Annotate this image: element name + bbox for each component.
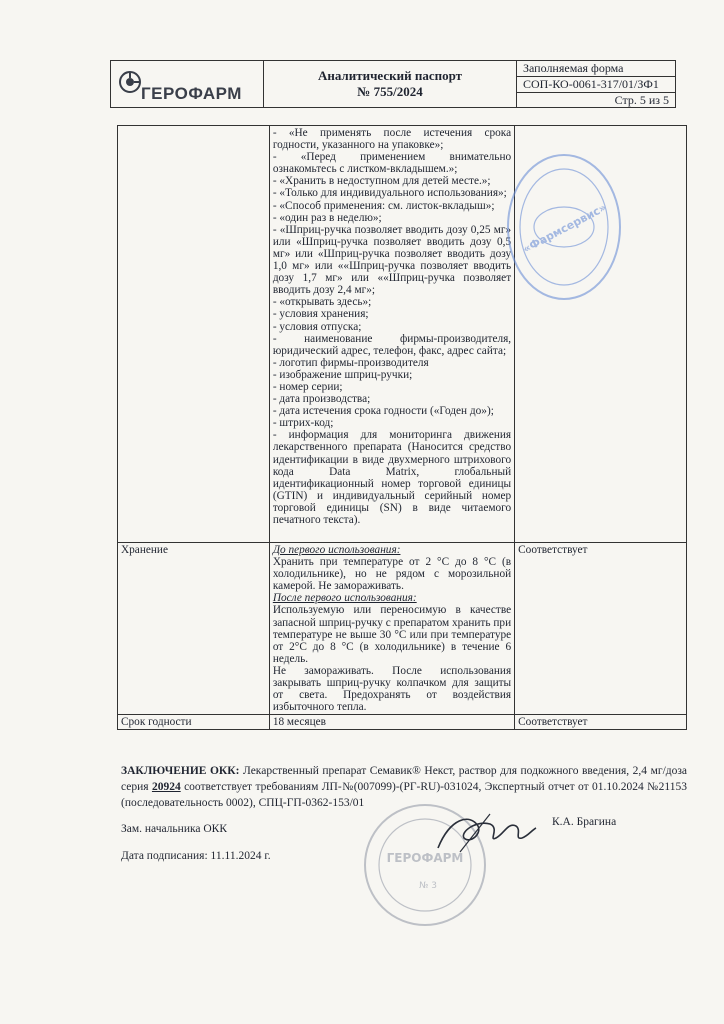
blue-stamp-text: «Фармсервис» [520, 200, 609, 256]
table-row-storage [118, 543, 687, 715]
list-item: - «Не применять после истечения срока годности, указанного на упаковке»; [272, 127, 512, 152]
signature-icon [430, 808, 540, 858]
shelf-life-label: Срок годности [118, 715, 270, 730]
list-item: - штрих-код; [272, 417, 334, 430]
storage-after-text-2: Не замораживать. После использования закрывать шприц-ручку колпачком для защиты от света. Предохранять от воздействия избыточного тепла. [272, 664, 512, 714]
pharmservice-stamp-icon [505, 152, 623, 302]
storage-after-heading: После первого использования: [272, 592, 417, 605]
list-item: - «Шприц-ручка позволяет вводить дозу 0,25 мг» или «Шприц-ручка позволяет вводить дозу 0,5 мг» или «Шприц-ручка позволяет вводить дозу 1,0 мг» или ««Шприц-ручка позволяет вводить дозу 1,7 мг» или ««Шприц-ручка позволяет вводить дозу 2,4 мг»; [272, 223, 512, 297]
list-item: - логотип фирмы-производителя [272, 356, 429, 369]
list-item: - дата истечения срока годности («Годен до»); [272, 405, 494, 418]
list-item: - «Способ применения: см. листок-вкладыш»; [272, 199, 495, 212]
conclusion-text-2: соответствует требованиям ЛП-№(007099)-(РГ-RU)-031024, Экспертный отчет от 01.10.2024 №21153 (последовательность 0002), СПЦ-ГП-0362-153/01 [121, 781, 687, 809]
form-label: Заполняемая форма [517, 61, 675, 77]
logo-cell [111, 61, 264, 107]
storage-before-text: Хранить при температуре от 2 °С до 8 °С (в холодильнике), но не рядом с морозильной камерой. Не замораживать. [272, 556, 512, 593]
list-item: - изображение шприц-ручки; [272, 368, 413, 381]
storage-result: Соответствует [515, 543, 687, 715]
list-item: - «один раз в неделю»; [272, 211, 382, 224]
company-name: ГЕРОФАРМ [141, 84, 242, 103]
document-title: Аналитический паспорт [317, 68, 463, 83]
list-item: - «открывать здесь»; [272, 296, 372, 309]
storage-after-text: Используемую или переносимую в качестве запасной шприц-ручку с препаратом хранить при температуре не выше 30 °С или при температуре от 2°С до 8 °С (в холодильнике) в течение 6 недель. [272, 604, 512, 665]
list-item: - условия хранения; [272, 308, 369, 321]
signer-name: К.А. Брагина [552, 816, 617, 828]
storage-before-heading: До первого использования: [272, 544, 401, 556]
shelf-life-value: 18 месяцев [269, 715, 514, 730]
list-item: - «Только для индивидуального использования»; [272, 187, 507, 200]
company-logo-icon [119, 71, 141, 93]
gray-stamp-number: № 3 [419, 881, 437, 891]
conclusion-lead: ЗАКЛЮЧЕНИЕ ОКК: [121, 765, 240, 777]
list-item: - информация для мониторинга движения лекарственного препарата (Наносится средство идентификации в виде двухмерного штрихового кода Data Matrix, глобальный идентификационный номер торговой единицы (GTIN) и индивидуальный серийный номер торговой единицы (SN) в виде читаемого печатного текста). [272, 429, 512, 526]
form-cell [517, 61, 675, 107]
document-number: № 755/2024 [357, 84, 423, 99]
title-cell [264, 61, 517, 107]
conclusion-text-1: Лекарственный препарат Семавик® Некст, раствор для подкожного введения, 2,4 мг/доза серия [121, 765, 688, 793]
table-row-shelf-life [118, 715, 687, 730]
list-item: - условия отпуска; [272, 320, 362, 333]
list-item: - дата производства; [272, 393, 371, 406]
list-item: - «Хранить в недоступном для детей месте.»; [272, 175, 491, 188]
shelf-life-result: Соответствует [515, 715, 687, 730]
page-number: Стр. 5 из 5 [614, 93, 669, 107]
batch-number: 20924 [151, 781, 181, 793]
labeling-list [269, 126, 514, 543]
form-code: СОП-КО-0061-317/01/ЗФ1 [517, 77, 675, 93]
document-header [110, 60, 676, 108]
signer-position: Зам. начальника ОКК [121, 823, 228, 835]
list-item: - номер серии; [272, 380, 343, 393]
storage-requirements [269, 543, 514, 715]
signing-date: Дата подписания: 11.11.2024 г. [121, 850, 271, 862]
gray-stamp-text: ГЕРОФАРМ [386, 851, 464, 865]
list-item: - наименование фирмы-производителя, юридический адрес, телефон, факс, адрес сайта; [272, 332, 512, 357]
storage-label: Хранение [118, 543, 270, 715]
list-item: - «Перед применением внимательно ознакомьтесь с листком-вкладышем.»; [272, 151, 512, 176]
table-cell-empty [118, 126, 270, 543]
